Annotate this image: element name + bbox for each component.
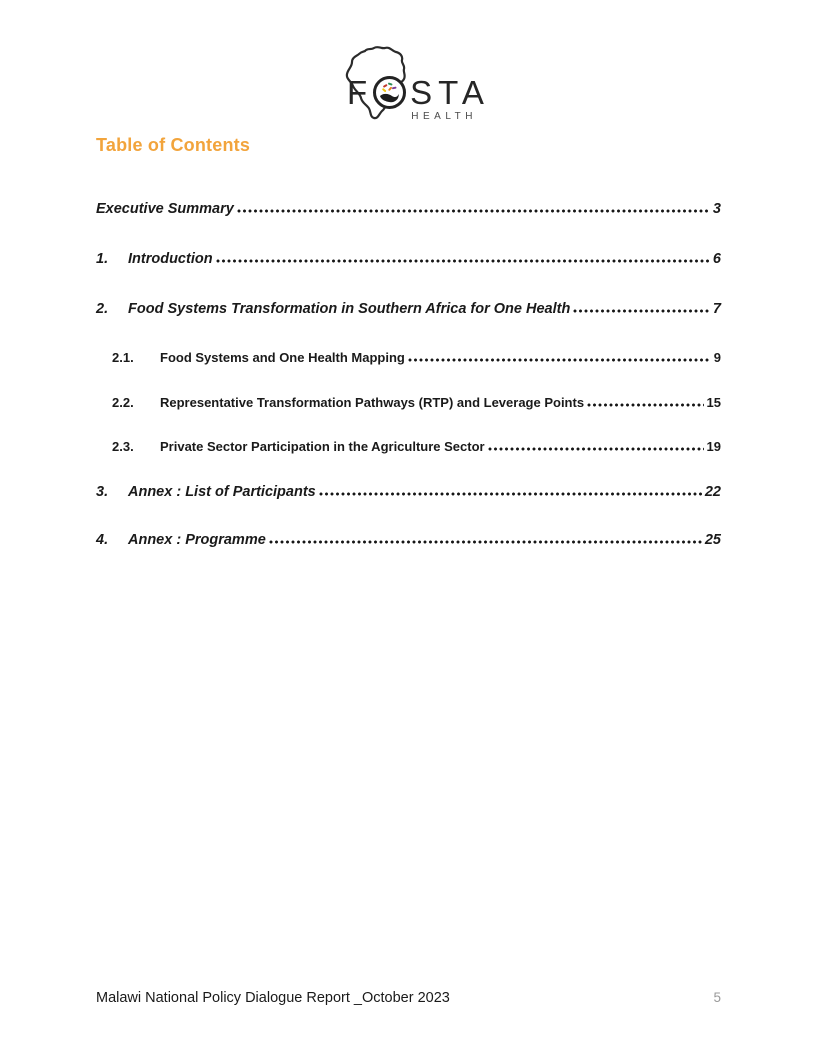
footer-page-number: 5 xyxy=(713,990,721,1005)
toc-dot-leader xyxy=(269,540,702,544)
toc-dot-leader xyxy=(587,403,703,407)
toc-entry[interactable] xyxy=(96,200,721,218)
toc-entry-number: 2. xyxy=(96,301,109,317)
toc-entry-page-number: 7 xyxy=(712,301,721,317)
toc-entry[interactable] xyxy=(96,395,721,411)
toc-entry[interactable] xyxy=(96,531,721,549)
toc-entry-label: Introduction xyxy=(128,251,213,267)
toc-entry-label: Annex : List of Participants xyxy=(128,484,316,500)
footer-report-title: Malawi National Policy Dialogue Report _October 2023 xyxy=(96,990,450,1006)
toc-list xyxy=(96,200,721,581)
toc-entry-label: Private Sector Participation in the Agriculture Sector xyxy=(160,439,485,454)
toc-entry[interactable] xyxy=(96,250,721,268)
toc-entry[interactable] xyxy=(96,483,721,501)
toc-dot-leader xyxy=(408,358,711,362)
toc-entry-page-number: 3 xyxy=(712,201,721,217)
page-footer xyxy=(96,990,721,1006)
toc-entry-number: 4. xyxy=(96,532,109,548)
toc-dot-leader xyxy=(319,492,702,496)
toc-entry-label: Food Systems Transformation in Southern Africa for One Health xyxy=(128,301,571,317)
toc-entry-page-number: 9 xyxy=(713,350,721,365)
toc-entry-number: 2.2. xyxy=(112,395,134,410)
toc-dot-leader xyxy=(488,447,704,451)
logo-o-globe-icon xyxy=(373,76,406,109)
logo-health-subtext: HEALTH xyxy=(411,111,477,122)
toc-dot-leader xyxy=(237,209,710,213)
toc-entry-label: Food Systems and One Health Mapping xyxy=(160,350,405,365)
toc-entry-page-number: 25 xyxy=(704,532,721,548)
toc-entry-page-number: 6 xyxy=(712,251,721,267)
toc-entry-number: 2.3. xyxy=(112,439,134,454)
toc-entry-page-number: 22 xyxy=(704,484,721,500)
page-title: Table of Contents xyxy=(96,135,251,155)
toc-entry[interactable] xyxy=(96,350,721,366)
logo-letter-f: F xyxy=(347,74,374,111)
toc-entry-page-number: 19 xyxy=(706,439,721,454)
logo-wordmark xyxy=(347,76,490,109)
toc-entry[interactable] xyxy=(96,300,721,318)
toc-dot-leader xyxy=(216,259,710,263)
toc-dot-leader xyxy=(573,309,710,313)
toc-entry-page-number: 15 xyxy=(706,395,721,410)
toc-entry-label: Representative Transformation Pathways (RTP) and Leverage Points xyxy=(160,395,585,410)
toc-entry-number: 2.1. xyxy=(112,350,134,365)
toc-entry-number: 1. xyxy=(96,251,109,267)
toc-entry[interactable] xyxy=(96,439,721,455)
logo-letters-sta: STA xyxy=(410,74,490,111)
toc-entry-label: Annex : Programme xyxy=(128,532,266,548)
toc-entry-label: Executive Summary xyxy=(96,201,234,217)
fosta-health-logo xyxy=(333,44,490,122)
toc-entry-number: 3. xyxy=(96,484,109,500)
